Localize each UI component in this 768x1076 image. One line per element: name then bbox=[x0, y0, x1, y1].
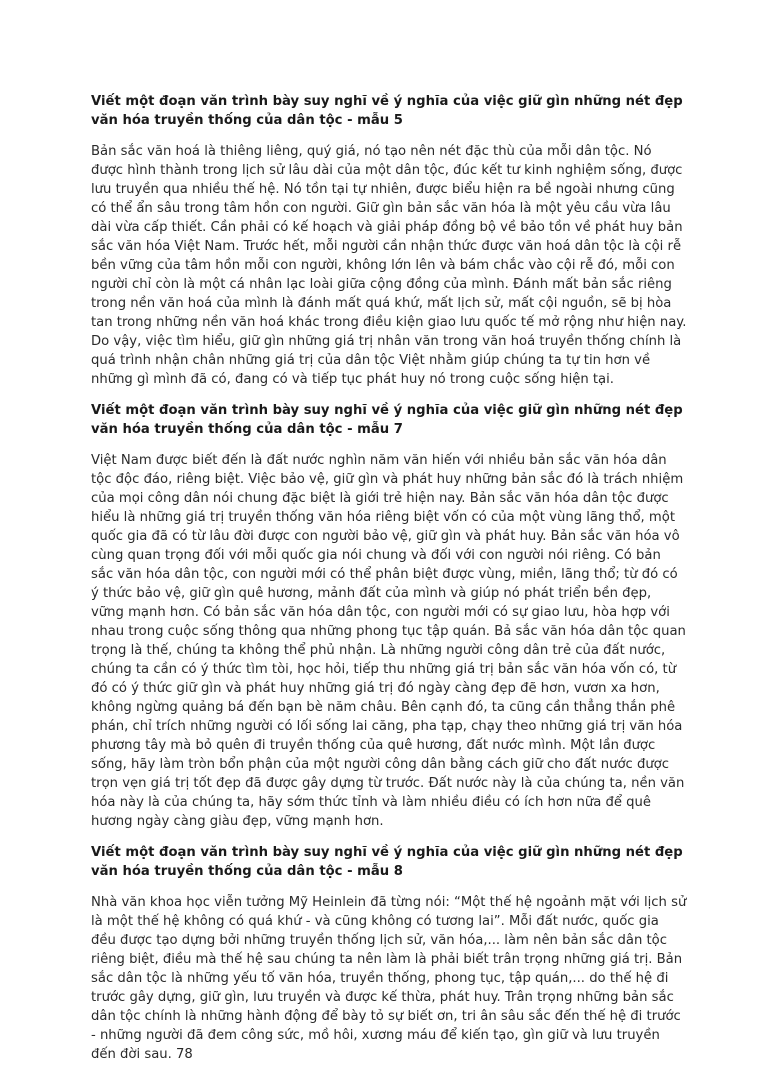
section-paragraph: Việt Nam được biết đến là đất nước nghìn năm văn hiến với nhiều bản sắc văn hóa dân tộc độc đáo, riêng biệt. Việc bảo vệ, giữ gìn và phát huy những bản sắc đó là trách nhiệm của mọi công dân nói chung đặc biệt là giới trẻ hiện nay. Bản sắc văn hóa dân tộc được hiểu là những giá trị truyền thống văn hóa riêng biệt vốn có của một vùng lãng thổ, một quốc gia đã có từ lâu đời được con người bảo vệ, giữ gìn và phát huy. Bản sắc văn hóa vô cùng quan trọng đối với mỗi quốc gia nói chung và đối với con người nói riêng. Có bản sắc văn hóa dân tộc, con người mới có thể phân biệt được vùng, miền, lãng thổ; từ đó có ý thức bảo vệ, giữ gìn quê hương, mảnh đất của mình và giúp nó phát triển bền đẹp, vững mạnh hơn. Có bản sắc văn hóa dân tộc, con người mới có sự giao lưu, hòa hợp với nhau trong cuộc sống thông qua những phong tục tập quán. Bả sắc văn hóa dân tộc quan trọng là thế, chúng ta không thể phủ nhận. Là những người công dân trẻ của đất nước, chúng ta cần có ý thức tìm tòi, học hỏi, tiếp thu những giá trị bản sắc văn hóa vốn có, từ đó có ý thức giữ gìn và phát huy những giá trị đó ngày càng đẹp đẽ hơn, vươn xa hơn, không ngừng quảng bá đến bạn bè năm châu. Bên cạnh đó, ta cũng cần thẳng thắn phê phán, chỉ trích những người có lối sống lai căng, pha tạp, chạy theo những giá trị văn hóa phương tây mà bỏ quên đi truyền thống của quê hương, đất nước mình. Một lần được sống, hãy làm tròn bổn phận của một người công dân bằng cách giữ cho đất nước được trọn vẹn giá trị tốt đẹp đã được gây dựng từ trước. Đất nước này là của chúng ta, nền văn hóa này là của chúng ta, hãy sớm thức tỉnh và làm nhiều điều có ích hơn nữa để quê hương ngày càng giàu đẹp, vững mạnh hơn. bbox=[91, 453, 686, 829]
section-paragraph: Nhà văn khoa học viễn tưởng Mỹ Heinlein đã từng nói: “Một thế hệ ngoảnh mặt với lịch sử là một thế hệ không có quá khứ - và cũng không có tương lai”. Mỗi đất nước, quốc gia đều được tạo dựng bởi những truyền thống lịch sử, văn hóa,... làm nên bản sắc dân tộc riêng biệt, điều mà thế hệ sau chúng ta nên làm là phải biết trân trọng những giá trị. Bản sắc dân tộc là những yếu tố văn hóa, truyền thống, phong tục, tập quán,... do thế hệ đi trước gây dựng, giữ gìn, lưu truyền và được kế thừa, phát huy. Trân trọng những bản sắc dân tộc chính là những hành động để bày tỏ sự biết ơn, tri ân sâu sắc đến thế hệ đi trước - những người đã đem công sức, mồ hôi, xương máu để kiến tạo, gìn giữ và lưu truyền đến đời sau. 78 bbox=[91, 895, 687, 1062]
section-paragraph: Bản sắc văn hoá là thiêng liêng, quý giá, nó tạo nên nét đặc thù của mỗi dân tộc. Nó được hình thành trong lịch sử lâu dài của một dân tộc, đúc kết tư kinh nghiệm sống, được lưu truyền qua nhiều thế hệ. Nó tồn tại tự nhiên, được biểu hiện ra bề ngoài nhưng cũng có thể ẩn sâu trong tâm hồn con người. Giữ gìn bản sắc văn hóa là một yêu cầu vừa lâu dài vừa cấp thiết. Cần phải có kế hoạch và giải pháp đồng bộ về bảo tồn về phát huy bản sắc văn hóa Việt Nam. Trước hết, mỗi người cần nhận thức được văn hoá dân tộc là cội rễ bền vững của tâm hồn mỗi con người, không lớn lên và bám chắc vào cội rễ đó, mỗi con người chỉ còn là một cá nhân lạc loài giữa cộng đồng của mình. Đánh mất bản sắc riêng trong nền văn hoá của mình là đánh mất quá khứ, mất lịch sử, mất cội nguồn, sẽ bị hòa tan trong những nền văn hoá khác trong điều kiện giao lưu quốc tế mở rộng như hiện nay. Do vậy, việc tìm hiểu, giữ gìn những giá trị nhân văn trong văn hoá truyền thống chính là quá trình nhận chân những giá trị của dân tộc Việt nhằm giúp chúng ta tự tin hơn về những gì mình đã có, đang có và tiếp tục phát huy nó trong cuộc sống hiện tại. bbox=[91, 144, 687, 387]
section-sample-7 bbox=[91, 401, 687, 831]
section-title: Viết một đoạn văn trình bày suy nghĩ về ý nghĩa của việc giữ gìn những nét đẹp văn hóa truyền thống của dân tộc - mẫu 5 bbox=[91, 94, 683, 128]
document-page bbox=[91, 92, 687, 1076]
section-sample-8 bbox=[91, 843, 687, 1064]
section-sample-5 bbox=[91, 92, 687, 389]
section-title: Viết một đoạn văn trình bày suy nghĩ về ý nghĩa của việc giữ gìn những nét đẹp văn hóa truyền thống của dân tộc - mẫu 8 bbox=[91, 845, 683, 879]
section-title: Viết một đoạn văn trình bày suy nghĩ về ý nghĩa của việc giữ gìn những nét đẹp văn hóa truyền thống của dân tộc - mẫu 7 bbox=[91, 403, 683, 437]
